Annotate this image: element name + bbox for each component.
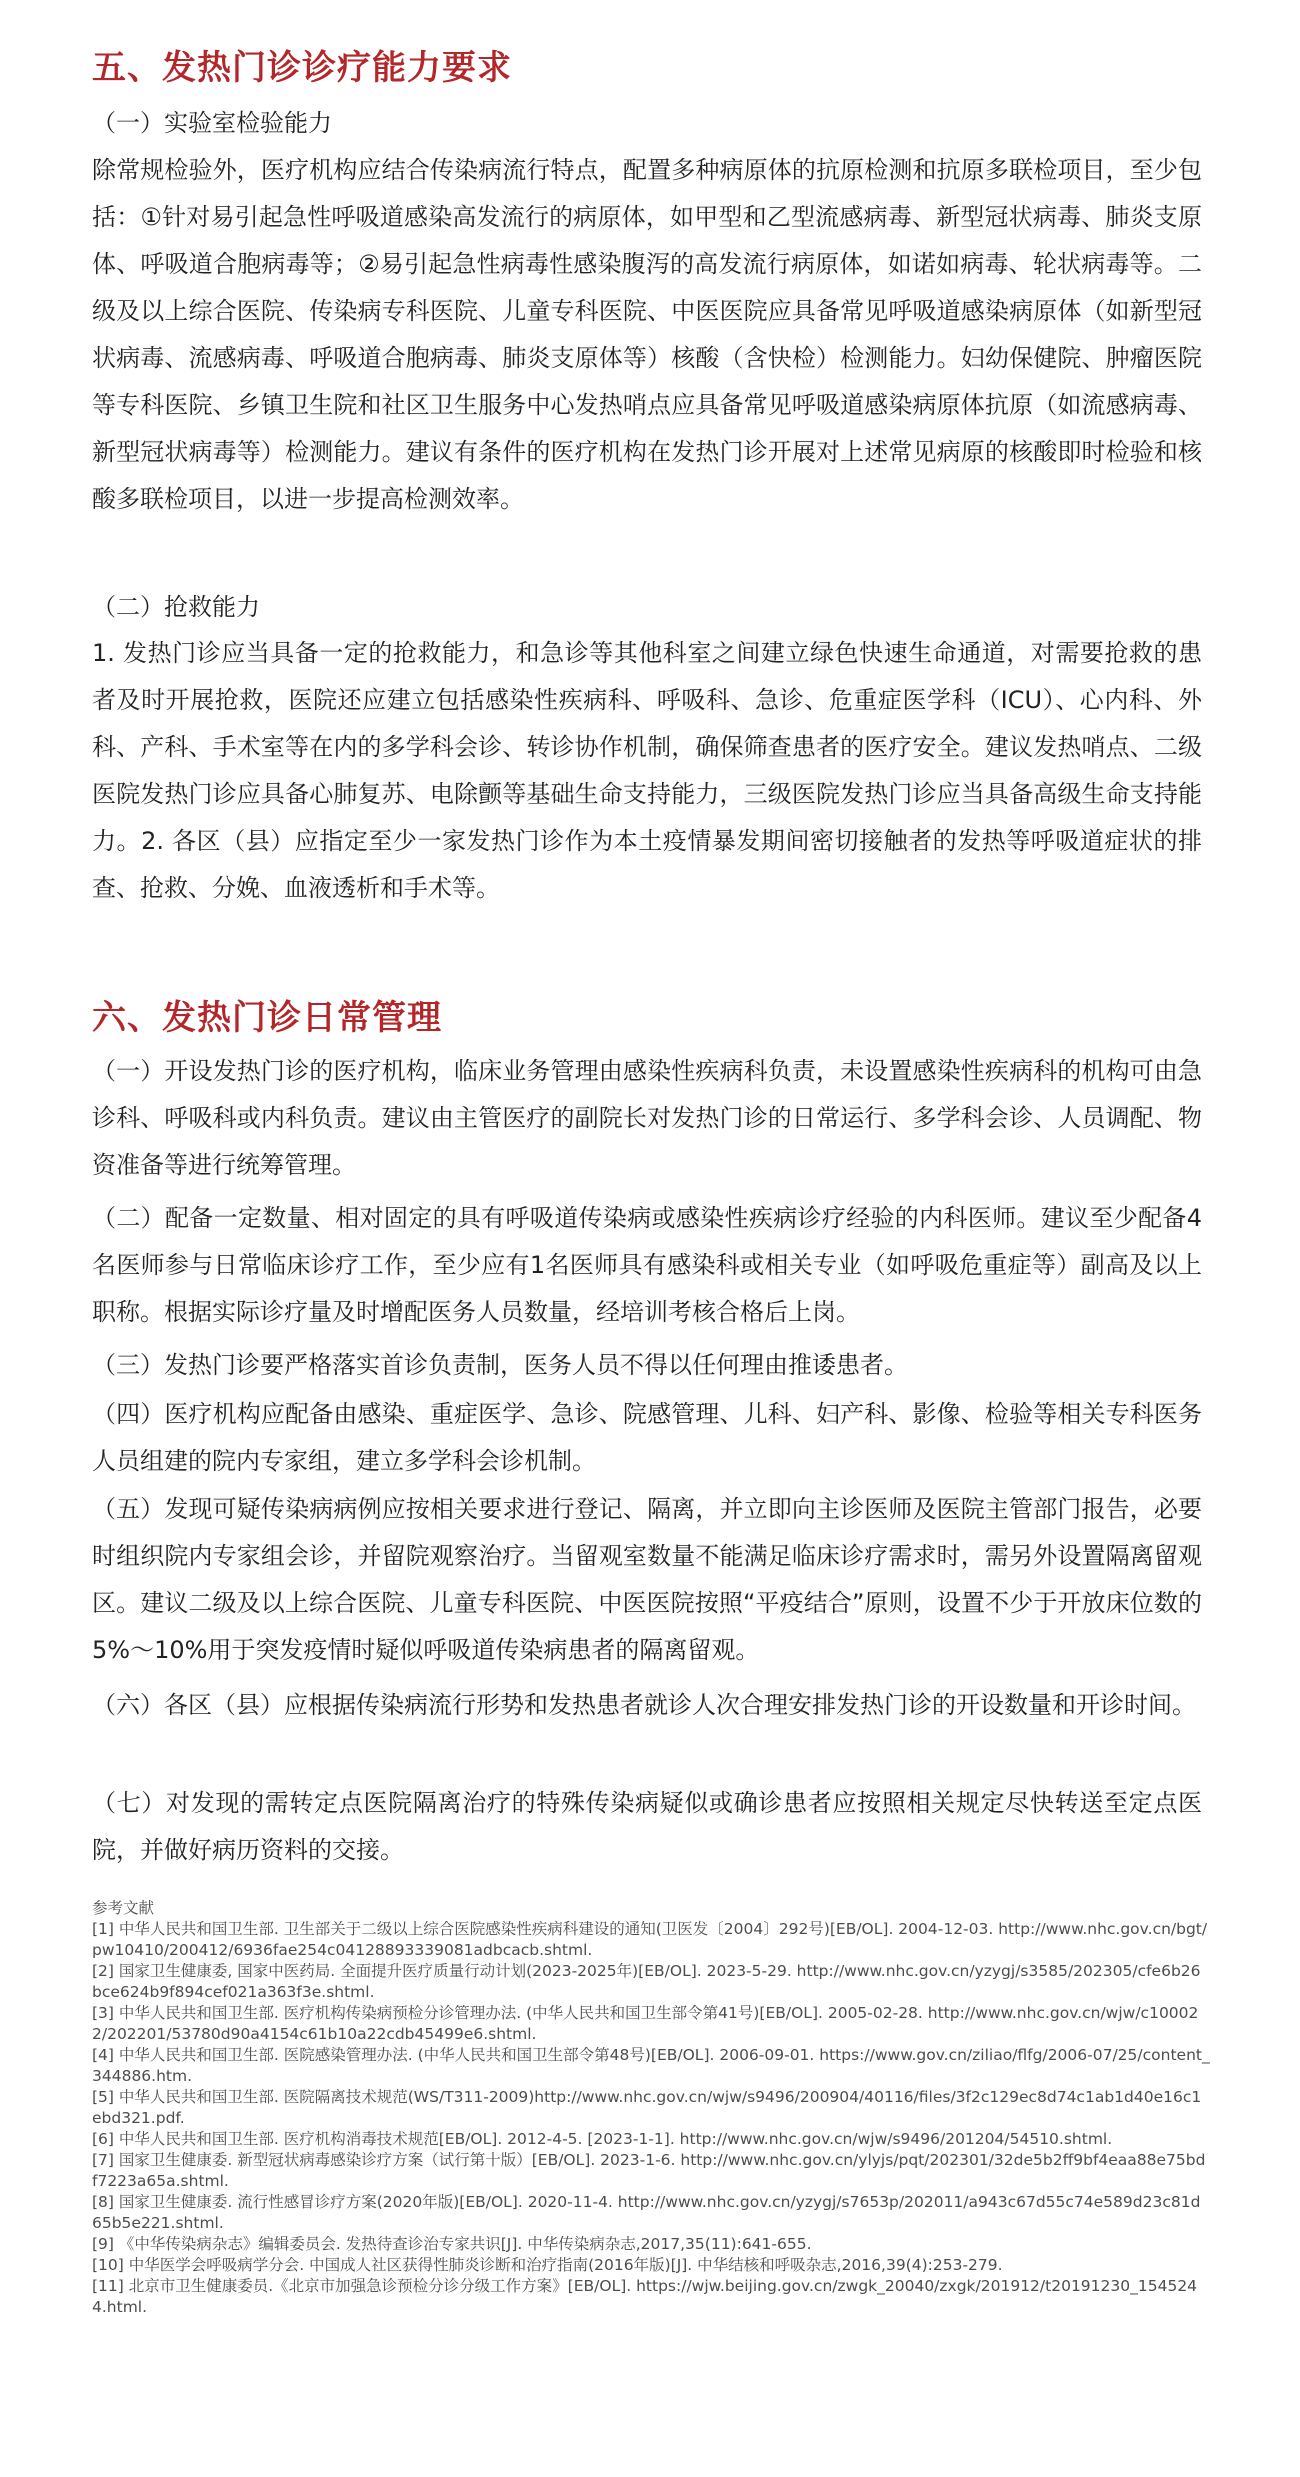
reference-item: [9] 《中华传染病杂志》编辑委员会. 发热待查诊治专家共识[J]. 中华传染病杂志,2017,35(11):641-655. [92, 2235, 812, 2253]
section-5-body-2: 1. 发热门诊应当具备一定的抢救能力，和急诊等其他科室之间建立绿色快速生命通道，对需要抢救的患者及时开展抢救，医院还应建立包括感染性疾病科、呼吸科、急诊、危重症医学科（ICU）、心内科、外科、产科、手术室等在内的多学科会诊、转诊协作机制，确保筛查患者的医疗安全。建议发热哨点、二级医院发热门诊应具备心肺复苏、电除颤等基础生命支持能力，三级医院发热门诊应当具备高级生命支持能力。2. 各区（县）应指定至少一家发热门诊作为本土疫情暴发期间密切接触者的发热等呼吸道症状的排查、抢救、分娩、血液透析和手术等。 [92, 639, 1202, 902]
section-6-item-1: （一）开设发热门诊的医疗机构，临床业务管理由感染性疾病科负责，未设置感染性疾病科的机构可由急诊科、呼吸科或内科负责。建议由主管医疗的副院长对发热门诊的日常运行、多学科会诊、人员调配、物资准备等进行统筹管理。 [92, 1057, 1202, 1179]
reference-item[interactable]: [7] 国家卫生健康委. 新型冠状病毒感染诊疗方案（试行第十版）[EB/OL]. 2023-1-6. http://www.nhc.gov.cn/ylyjs/pqt/202301/32de5b2ff9bf4eaa88e75bdf7223a65a.shtml. [92, 2151, 1206, 2190]
section-6-item-4: （四）医疗机构应配备由感染、重症医学、急诊、院感管理、儿科、妇产科、影像、检验等相关专科医务人员组建的院内专家组，建立多学科会诊机制。 [92, 1400, 1202, 1475]
section-5-subtitle-1: （一）实验室检验能力 [92, 109, 332, 137]
references-section [92, 1898, 1210, 2318]
section-6-item-2: （二）配备一定数量、相对固定的具有呼吸道传染病或感染性疾病诊疗经验的内科医师。建议至少配备4名医师参与日常临床诊疗工作，至少应有1名医师具有感染科或相关专业（如呼吸危重症等）副高及以上职称。根据实际诊疗量及时增配医务人员数量，经培训考核合格后上岗。 [92, 1204, 1202, 1326]
section-5-heading: 五、发热门诊诊疗能力要求 [92, 48, 512, 88]
reference-item[interactable]: [6] 中华人民共和国卫生部. 医疗机构消毒技术规范[EB/OL]. 2012-4-5. [2023-1-1]. http://www.nhc.gov.cn/wjw/s9496/201204/54510.shtml. [92, 2130, 1113, 2148]
section-5-body-1: 除常规检验外，医疗机构应结合传染病流行特点，配置多种病原体的抗原检测和抗原多联检项目，至少包括：①针对易引起急性呼吸道感染高发流行的病原体，如甲型和乙型流感病毒、新型冠状病毒、肺炎支原体、呼吸道合胞病毒等；②易引起急性病毒性感染腹泻的高发流行病原体，如诺如病毒、轮状病毒等。二级及以上综合医院、传染病专科医院、儿童专科医院、中医医院应具备常见呼吸道感染病原体（如新型冠状病毒、流感病毒、呼吸道合胞病毒、肺炎支原体等）核酸（含快检）检测能力。妇幼保健院、肿瘤医院等专科医院、乡镇卫生院和社区卫生服务中心发热哨点应具备常见呼吸道感染病原体抗原（如流感病毒、新型冠状病毒等）检测能力。建议有条件的医疗机构在发热门诊开展对上述常见病原的核酸即时检验和核酸多联检项目，以进一步提高检测效率。 [92, 156, 1202, 513]
reference-item[interactable]: [4] 中华人民共和国卫生部. 医院感染管理办法. (中华人民共和国卫生部令第48号)[EB/OL]. 2006-09-01. https://www.gov.cn/ziliao/flfg/2006-07/25/content_344886.htm. [92, 2046, 1210, 2085]
references-title: 参考文献 [92, 1899, 155, 1917]
reference-item[interactable]: [2] 国家卫生健康委, 国家中医药局. 全面提升医疗质量行动计划(2023-2025年)[EB/OL]. 2023-5-29. http://www.nhc.gov.cn/yzygj/s3585/202305/cfe6b26bce624b9f894cef021a363f3e.shtml. [92, 1962, 1201, 2001]
section-6-item-5: （五）发现可疑传染病病例应按相关要求进行登记、隔离，并立即向主诊医师及医院主管部门报告，必要时组织院内专家组会诊，并留院观察治疗。当留观室数量不能满足临床诊疗需求时，需另外设置隔离留观区。建议二级及以上综合医院、儿童专科医院、中医医院按照“平疫结合”原则，设置不少于开放床位数的5%～10%用于突发疫情时疑似呼吸道传染病患者的隔离留观。 [92, 1495, 1202, 1664]
reference-item[interactable]: [11] 北京市卫生健康委员.《北京市加强急诊预检分诊分级工作方案》[EB/OL]. https://wjw.beijing.gov.cn/zwgk_20040/zxgk/201912/t20191230_1545244.html. [92, 2277, 1198, 2316]
section-5-subtitle-2: （二）抢救能力 [92, 593, 260, 621]
reference-item[interactable]: [1] 中华人民共和国卫生部. 卫生部关于二级以上综合医院感染性疾病科建设的通知(卫医发〔2004〕292号)[EB/OL]. 2004-12-03. http://www.nhc.gov.cn/bgt/pw10410/200412/6936fae254c04128893339081adbcacb.shtml. [92, 1920, 1208, 1959]
reference-item: [10] 中华医学会呼吸病学分会. 中国成人社区获得性肺炎诊断和治疗指南(2016年版)[J]. 中华结核和呼吸杂志,2016,39(4):253-279. [92, 2256, 1003, 2274]
section-6-item-7: （七）对发现的需转定点医院隔离治疗的特殊传染病疑似或确诊患者应按照相关规定尽快转送至定点医院，并做好病历资料的交接。 [92, 1789, 1202, 1864]
section-6-item-6: （六）各区（县）应根据传染病流行形势和发热患者就诊人次合理安排发热门诊的开设数量和开诊时间。 [92, 1691, 1196, 1719]
reference-item[interactable]: [5] 中华人民共和国卫生部. 医院隔离技术规范(WS/T311-2009)http://www.nhc.gov.cn/wjw/s9496/200904/40116/files/3f2c129ec8d74c1ab1d40e16c1ebd321.pdf. [92, 2088, 1202, 2127]
reference-item[interactable]: [8] 国家卫生健康委. 流行性感冒诊疗方案(2020年版)[EB/OL]. 2020-11-4. http://www.nhc.gov.cn/yzygj/s7653p/202011/a943c67d55c74e589d23c81d65b5e221.shtml. [92, 2193, 1201, 2232]
reference-item[interactable]: [3] 中华人民共和国卫生部. 医疗机构传染病预检分诊管理办法. (中华人民共和国卫生部令第41号)[EB/OL]. 2005-02-28. http://www.nhc.gov.cn/wjw/c100022/202201/53780d90a4154c61b10a22cdb45499e6.shtml. [92, 2004, 1199, 2043]
section-6-item-3: （三）发热门诊要严格落实首诊负责制，医务人员不得以任何理由推诿患者。 [92, 1351, 908, 1379]
section-6-heading: 六、发热门诊日常管理 [92, 998, 442, 1038]
